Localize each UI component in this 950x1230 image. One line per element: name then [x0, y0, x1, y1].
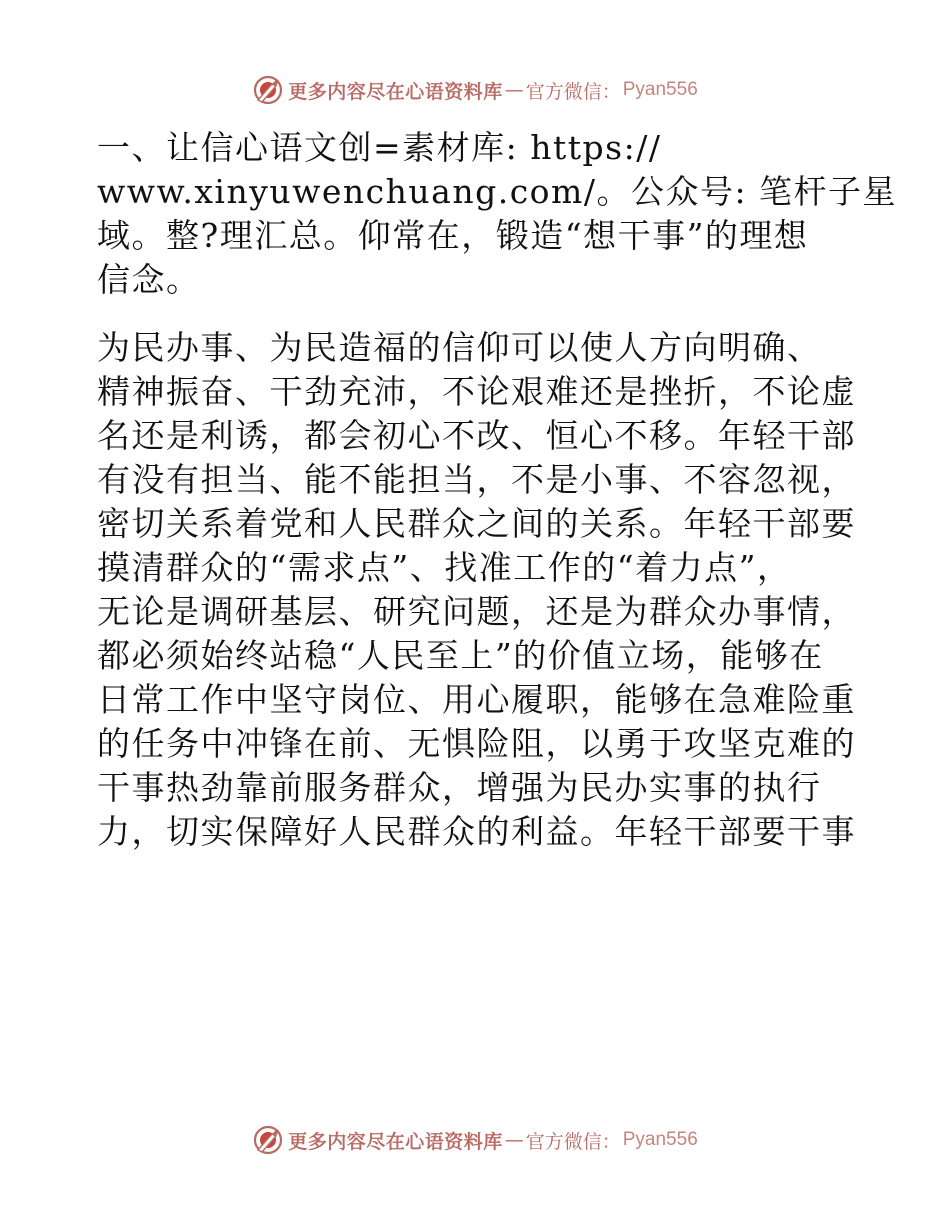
logo-icon — [252, 1124, 284, 1156]
banner-wechat-label: 官方微信： — [525, 80, 621, 103]
text-line: 力，切实保障好人民群众的利益。年轻干部要干事 — [97, 812, 856, 851]
banner-text: 更多内容尽在心语资料库 — [288, 1130, 503, 1153]
paragraph-1 — [97, 126, 898, 302]
banner-wechat-id: Pyan556 — [622, 1129, 698, 1150]
text-line: 为民办事、为民造福的信仰可以使人方向明确、 — [97, 328, 822, 367]
text-line: 名还是利诱，都会初心不改、恒心不移。年轻干部 — [97, 416, 856, 455]
document-body — [97, 126, 898, 854]
banner-separator: — — [504, 1129, 524, 1151]
text-line: 信念。 — [97, 260, 201, 299]
text-line: 都必须始终站稳“人民至上”的价值立场，能够在 — [97, 636, 824, 675]
text-line: 日常工作中坚守岗位、用心履职，能够在急难险重 — [97, 680, 856, 719]
text-line: 无论是调研基层、研究问题，还是为群众办事情， — [97, 592, 856, 631]
paragraph-2 — [97, 326, 857, 854]
banner-wechat-id: Pyan556 — [622, 79, 698, 100]
text-line: 摸清群众的“需求点”、找准工作的“着力点”， — [97, 548, 792, 587]
text-line: 干事热劲靠前服务群众，增强为民办实事的执行 — [97, 768, 822, 807]
logo-icon — [252, 74, 284, 106]
text-line: 的任务中冲锋在前、无惧险阻，以勇于攻坚克难的 — [97, 724, 856, 763]
text-line: 域。整?理汇总。仰常在，锻造“想干事”的理想 — [97, 216, 809, 255]
banner-separator: — — [504, 79, 524, 101]
text-line: 密切关系着党和人民群众之间的关系。年轻干部要 — [97, 504, 856, 543]
text-line: 精神振奋、干劲充沛，不论艰难还是挫折，不论虚 — [97, 372, 856, 411]
header-banner — [0, 70, 950, 110]
banner-text: 更多内容尽在心语资料库 — [288, 80, 503, 103]
text-line: 一、让信心语文创=素材库: https:// — [97, 128, 662, 167]
text-line: 有没有担当、能不能担当，不是小事、不容忽视， — [97, 460, 856, 499]
banner-wechat-label: 官方微信： — [525, 1130, 621, 1153]
text-line: www.xinyuwenchuang.com/。公众号: 笔杆子星 — [97, 172, 898, 211]
footer-banner — [0, 1120, 950, 1160]
